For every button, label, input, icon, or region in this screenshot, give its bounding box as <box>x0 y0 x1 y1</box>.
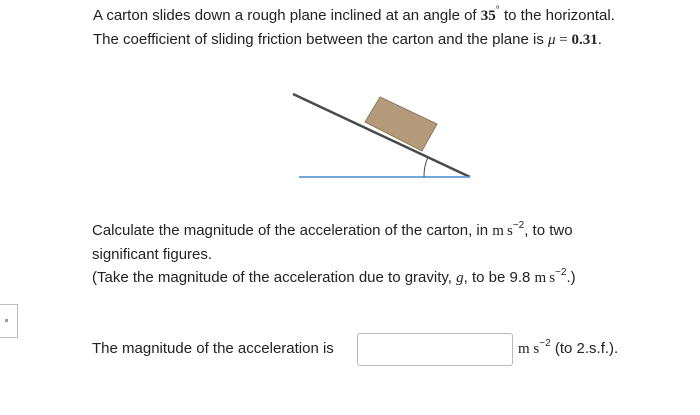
question-line-3-text-b: , to be 9.8 <box>463 269 535 286</box>
question-line-2 <box>92 245 212 265</box>
answer-suffix: (to 2.s.f.). <box>550 340 619 357</box>
unit-m-2: m <box>534 270 547 286</box>
equals-sign: = <box>555 32 572 48</box>
degree-symbol: ° <box>495 5 500 16</box>
answer-unit-text: m s <box>518 341 540 357</box>
problem-line-2-end: . <box>597 31 602 48</box>
answer-input[interactable] <box>357 333 513 366</box>
question-line-3-text-a: (Take the magnitude of the acceleration due to gravity, <box>92 269 457 286</box>
g-symbol: g <box>456 270 464 286</box>
angle-value: 35 <box>480 8 496 24</box>
question-line-3-end: .) <box>566 269 576 286</box>
question-line-2-text: significant figures. <box>92 246 213 263</box>
answer-label: The magnitude of the acceleration is <box>92 340 334 357</box>
answer-unit <box>518 339 618 359</box>
side-panel-tab[interactable] <box>0 304 18 338</box>
problem-line-2-text: The coefficient of sliding friction between the carton and the plane is <box>93 31 549 48</box>
side-tab-dot-icon <box>5 319 8 322</box>
angle-arc <box>424 157 428 177</box>
problem-line-1-text-a: A carton slides down a rough plane inclined at an angle of <box>93 7 481 24</box>
question-line-1 <box>92 221 573 241</box>
carton-box <box>365 97 437 151</box>
problem-line-1-text-b: to the horizontal. <box>499 7 615 24</box>
mu-value: 0.31 <box>571 32 598 48</box>
answer-unit-exponent: −2 <box>539 338 551 349</box>
unit-exponent-2: −2 <box>555 267 567 278</box>
unit-s: s <box>506 223 513 239</box>
unit-m: m <box>492 223 504 239</box>
question-line-1-text-b: , to two <box>524 222 573 239</box>
mu-symbol: μ <box>548 32 556 48</box>
question-line-1-text-a: Calculate the magnitude of the acceleration of the carton, in <box>92 222 493 239</box>
unit-exponent: −2 <box>512 220 525 231</box>
unit-s-2: s <box>549 270 556 286</box>
question-line-3 <box>92 268 576 288</box>
